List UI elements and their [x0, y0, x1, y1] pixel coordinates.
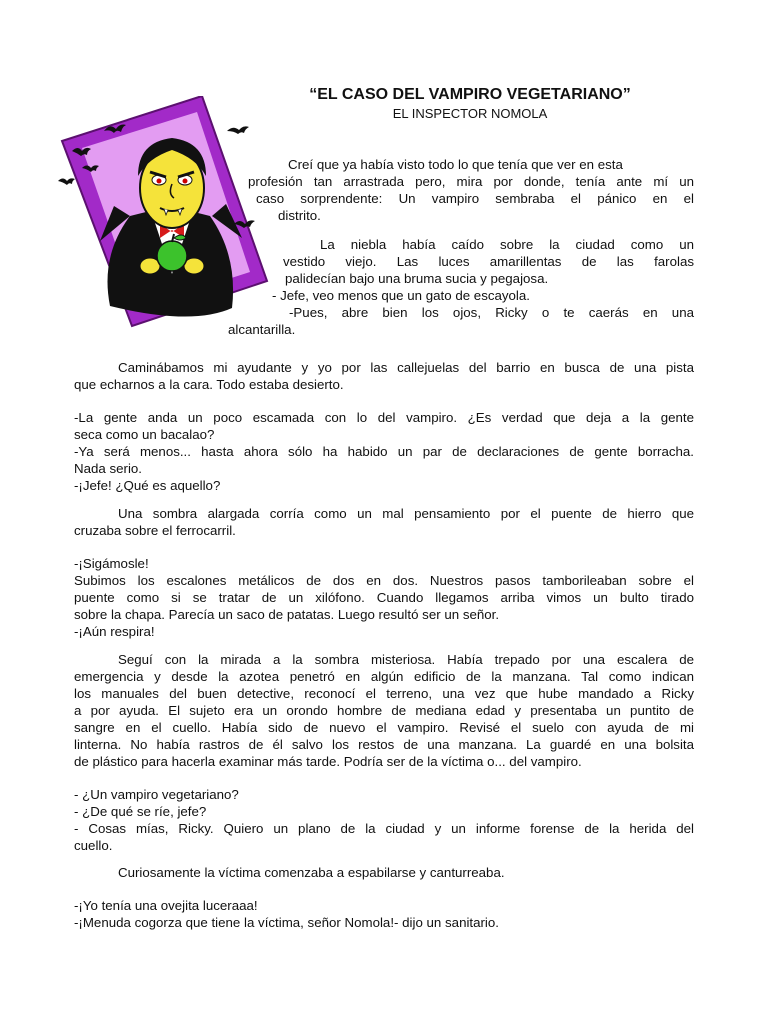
body-line: cruzaba sobre el ferrocarril. — [74, 523, 236, 538]
body-line: sobre la chapa. Parecía un saco de patatas. Luego resultó ser un señor. — [74, 607, 500, 622]
body-line: -¡Jefe! ¿Qué es aquello? — [74, 478, 221, 493]
body-line: -¡Menuda cogorza que tiene la víctima, señor Nomola!- dijo un sanitario. — [74, 915, 499, 930]
intro-line: caso sorprendente: Un vampiro sembraba el pánico en el — [256, 191, 694, 206]
body-line: -Ya será menos... hasta ahora sólo ha habido un par de declaraciones de gente borracha. — [74, 444, 694, 459]
body-line: cuello. — [74, 838, 113, 853]
body-line: seca como un bacalao? — [74, 427, 215, 442]
intro-line: La niebla había caído sobre la ciudad como un — [320, 237, 694, 252]
body-line: puente como si se tratar de un xilófono. Cuando llegamos arriba vimos un bulto tirado — [74, 590, 694, 605]
body-line: -La gente anda un poco escamada con lo del vampiro. ¿Es verdad que deja a la gente — [74, 410, 694, 425]
body-line: linterna. No había rastros de él salvo los restos de una manzana. La guardé en una bolsita — [74, 737, 694, 752]
intro-line: -Pues, abre bien los ojos, Ricky o te caerás en una — [289, 305, 694, 320]
body-line: Curiosamente la víctima comenzaba a espabilarse y canturreaba. — [118, 865, 505, 880]
body-line: -¡Aún respira! — [74, 624, 155, 639]
body-line: - ¿De qué se ríe, jefe? — [74, 804, 207, 819]
body-line: de plástico para hacerla examinar más tarde. Podría ser de la víctima o... del vampiro. — [74, 754, 582, 769]
body-line: Seguí con la mirada a la sombra misteriosa. Había trepado por una escalera de — [118, 652, 694, 667]
vampire-illustration — [52, 96, 272, 346]
body-line: -¡Yo tenía una ovejita luceraaa! — [74, 898, 258, 913]
intro-line: vestido viejo. Las luces amarillentas de las farolas — [283, 254, 694, 269]
body-line: sangre en el cuello. Había sido de nuevo el vampiro. Revisé el suelo con ayuda de mi — [74, 720, 694, 735]
story-subtitle: EL INSPECTOR NOMOLA — [392, 106, 548, 121]
body-line: que echarnos a la cara. Todo estaba desierto. — [74, 377, 344, 392]
body-line: - Cosas mías, Ricky. Quiero un plano de la ciudad y un informe forense de la herida del — [74, 821, 694, 836]
body-line: Nada serio. — [74, 461, 142, 476]
story-title: “EL CASO DEL VAMPIRO VEGETARIANO” — [309, 86, 631, 103]
body-line: Una sombra alargada corría como un mal pensamiento por el puente de hierro que — [118, 506, 694, 521]
body-line: a por ayuda. El sujeto era un orondo hombre de mediana edad y presentaba un puntito de — [74, 703, 694, 718]
body-line: Subimos los escalones metálicos de dos en dos. Nuestros pasos tamborileaban sobre el — [74, 573, 694, 588]
intro-line: distrito. — [278, 208, 321, 223]
intro-line: alcantarilla. — [228, 322, 296, 337]
intro-line: Creí que ya había visto todo lo que tenía que ver en esta — [288, 157, 623, 172]
intro-line: profesión tan arrastrada pero, mira por donde, tenía ante mí un — [248, 174, 694, 189]
body-line: -¡Sigámosle! — [74, 556, 149, 571]
body-line: emergencia y desde la azotea penetró en algún edificio de la manzana. Tal como indican — [74, 669, 694, 684]
body-line: - ¿Un vampiro vegetariano? — [74, 787, 239, 802]
body-line: los manuales del buen detective, reconocí el terreno, una vez que hube mandado a Ricky — [74, 686, 694, 701]
intro-line: palidecían bajo una bruma sucia y pegajosa. — [285, 271, 549, 286]
body-line: Caminábamos mi ayudante y yo por las callejuelas del barrio en busca de una pista — [118, 360, 694, 375]
intro-line: - Jefe, veo menos que un gato de escayola. — [272, 288, 530, 303]
